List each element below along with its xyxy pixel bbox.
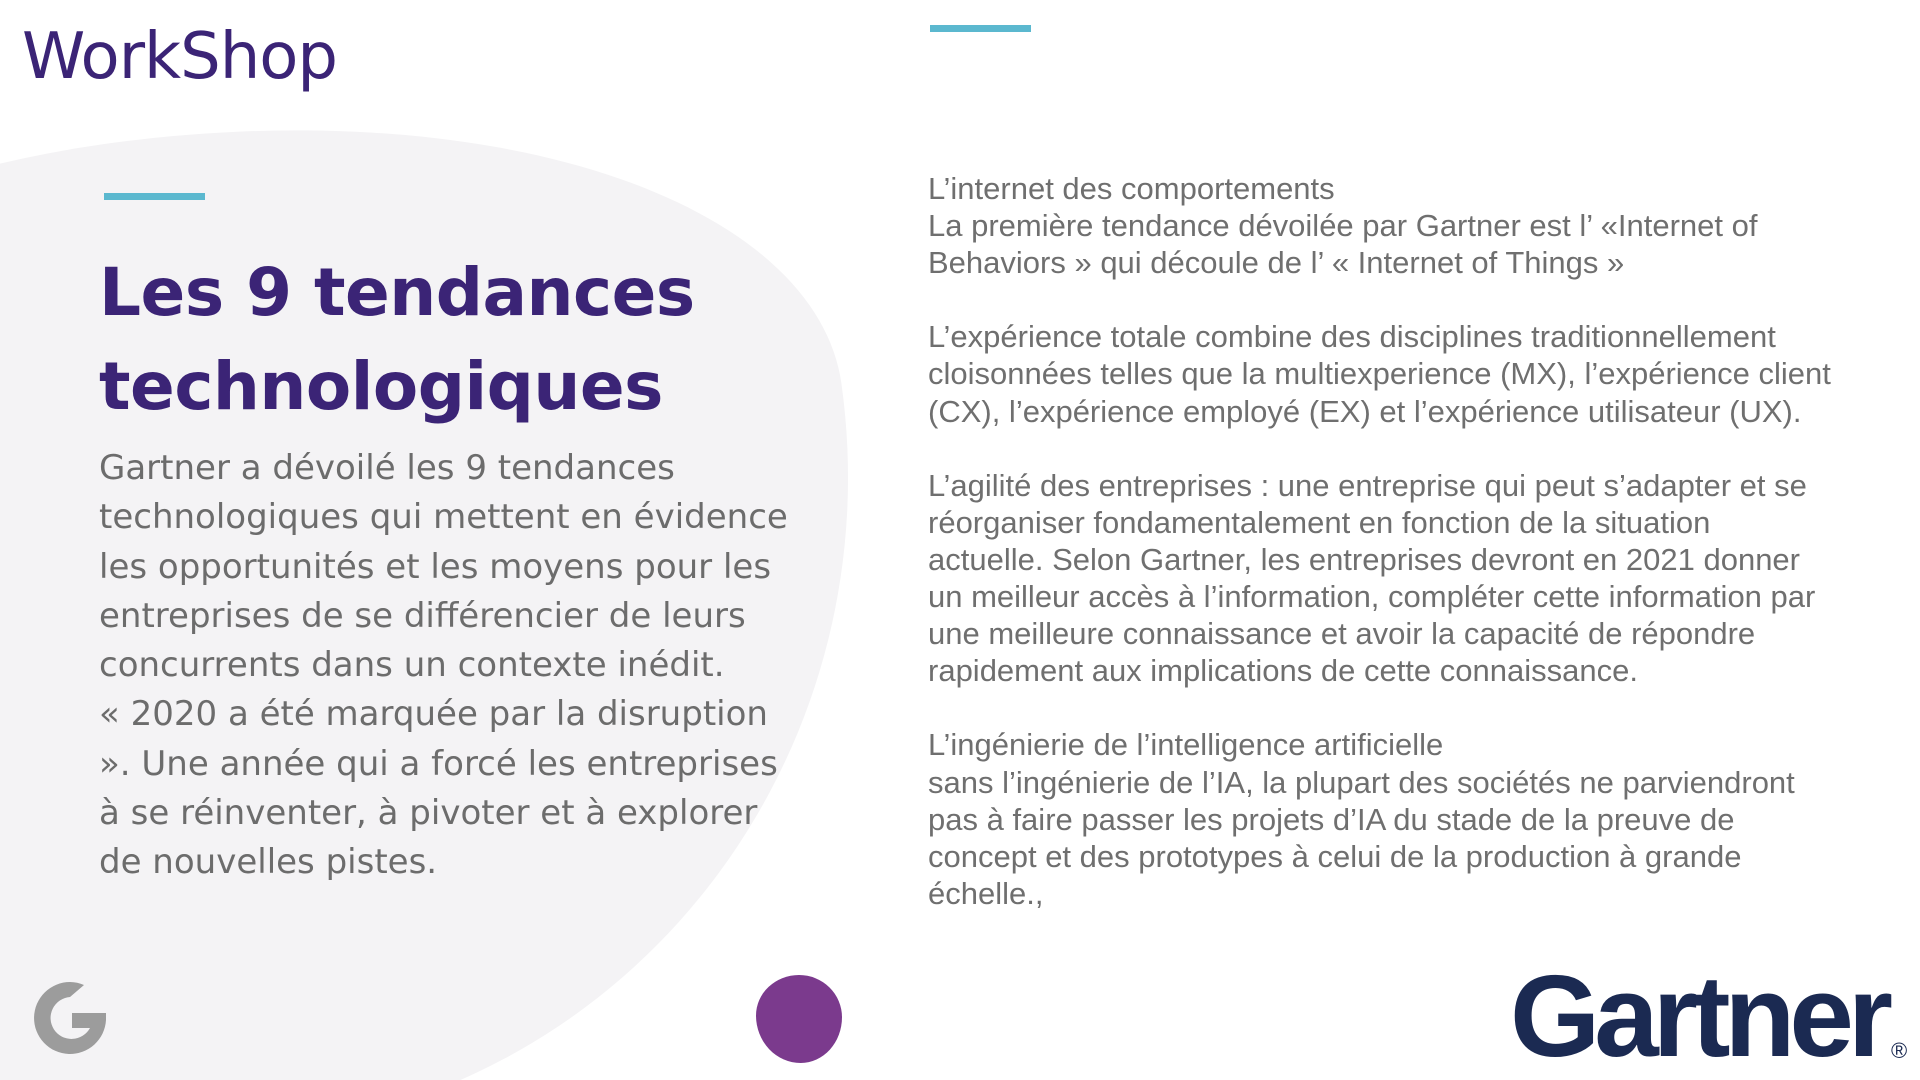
trend-line: une meilleure connaissance et avoir la capacité de répondre [928, 616, 1756, 652]
trend-line: concept et des prototypes à celui de la production à grande [928, 838, 1742, 874]
g-logo-icon [28, 976, 112, 1060]
trend-internet-of-behaviors [928, 170, 1888, 281]
intro-line: entreprises de se différencier de leurs [99, 595, 746, 636]
trend-line: La première tendance dévoilée par Gartner est l’ «Internet of [928, 208, 1758, 244]
trend-ai-engineering [928, 726, 1888, 911]
trend-line: un meilleur accès à l’information, compléter cette information par [928, 579, 1816, 615]
trend-line: L’agilité des entreprises : une entreprise qui peut s’adapter et se [928, 467, 1807, 503]
trend-line: réorganiser fondamentalement en fonction de la situation [928, 504, 1711, 540]
intro-line: Gartner a dévoilé les 9 tendances [99, 448, 675, 488]
trend-line: L’expérience totale combine des disciplines traditionnellement [928, 319, 1776, 355]
heading-line: Les 9 tendances [99, 254, 695, 331]
trend-line: (CX), l’expérience employé (EX) et l’expérience utilisateur (UX). [928, 393, 1802, 429]
intro-line: de nouvelles pistes. [99, 842, 438, 883]
trend-line: L’internet des comportements [928, 171, 1335, 206]
intro-line: ». Une année qui a forcé les entreprises [99, 743, 778, 784]
trend-line: actuelle. Selon Gartner, les entreprises devront en 2021 donner [928, 541, 1800, 577]
intro-line: technologiques qui mettent en évidence [99, 497, 788, 538]
accent-line-right [930, 25, 1031, 32]
workshop-title: WorkShop [22, 20, 338, 94]
trend-line: échelle., [928, 875, 1044, 911]
accent-line-left [104, 193, 205, 200]
intro-line: concurrents dans un contexte inédit. [99, 645, 725, 686]
intro-line: les opportunités et les moyens pour les [99, 546, 772, 587]
trend-line: cloisonnées telles que la multiexperience (MX), l’expérience client [928, 356, 1831, 392]
trend-total-experience [928, 318, 1888, 429]
trend-business-agility [928, 467, 1888, 690]
intro-paragraph [99, 444, 789, 888]
registered-mark: ® [1891, 1038, 1908, 1063]
purple-dot [756, 975, 842, 1063]
trend-line: Behaviors » qui découle de l’ « Internet of Things » [928, 245, 1625, 281]
trend-line: sans l’ingénierie de l’IA, la plupart des sociétés ne parviendront [928, 764, 1795, 800]
main-heading [99, 246, 859, 434]
intro-line: « 2020 a été marquée par la disruption [99, 694, 768, 735]
heading-line: technologiques [99, 348, 663, 425]
intro-line: à se réinventer, à pivoter et à explorer [99, 793, 758, 834]
trend-line: rapidement aux implications de cette connaissance. [928, 653, 1638, 689]
gartner-logo [1510, 951, 1908, 1080]
trend-line: L’ingénierie de l’intelligence artificielle [928, 727, 1444, 763]
trends-column [928, 170, 1888, 949]
trend-line: pas à faire passer les projets d’IA du stade de la preuve de [928, 801, 1735, 837]
gartner-wordmark: Gartner [1510, 951, 1888, 1080]
